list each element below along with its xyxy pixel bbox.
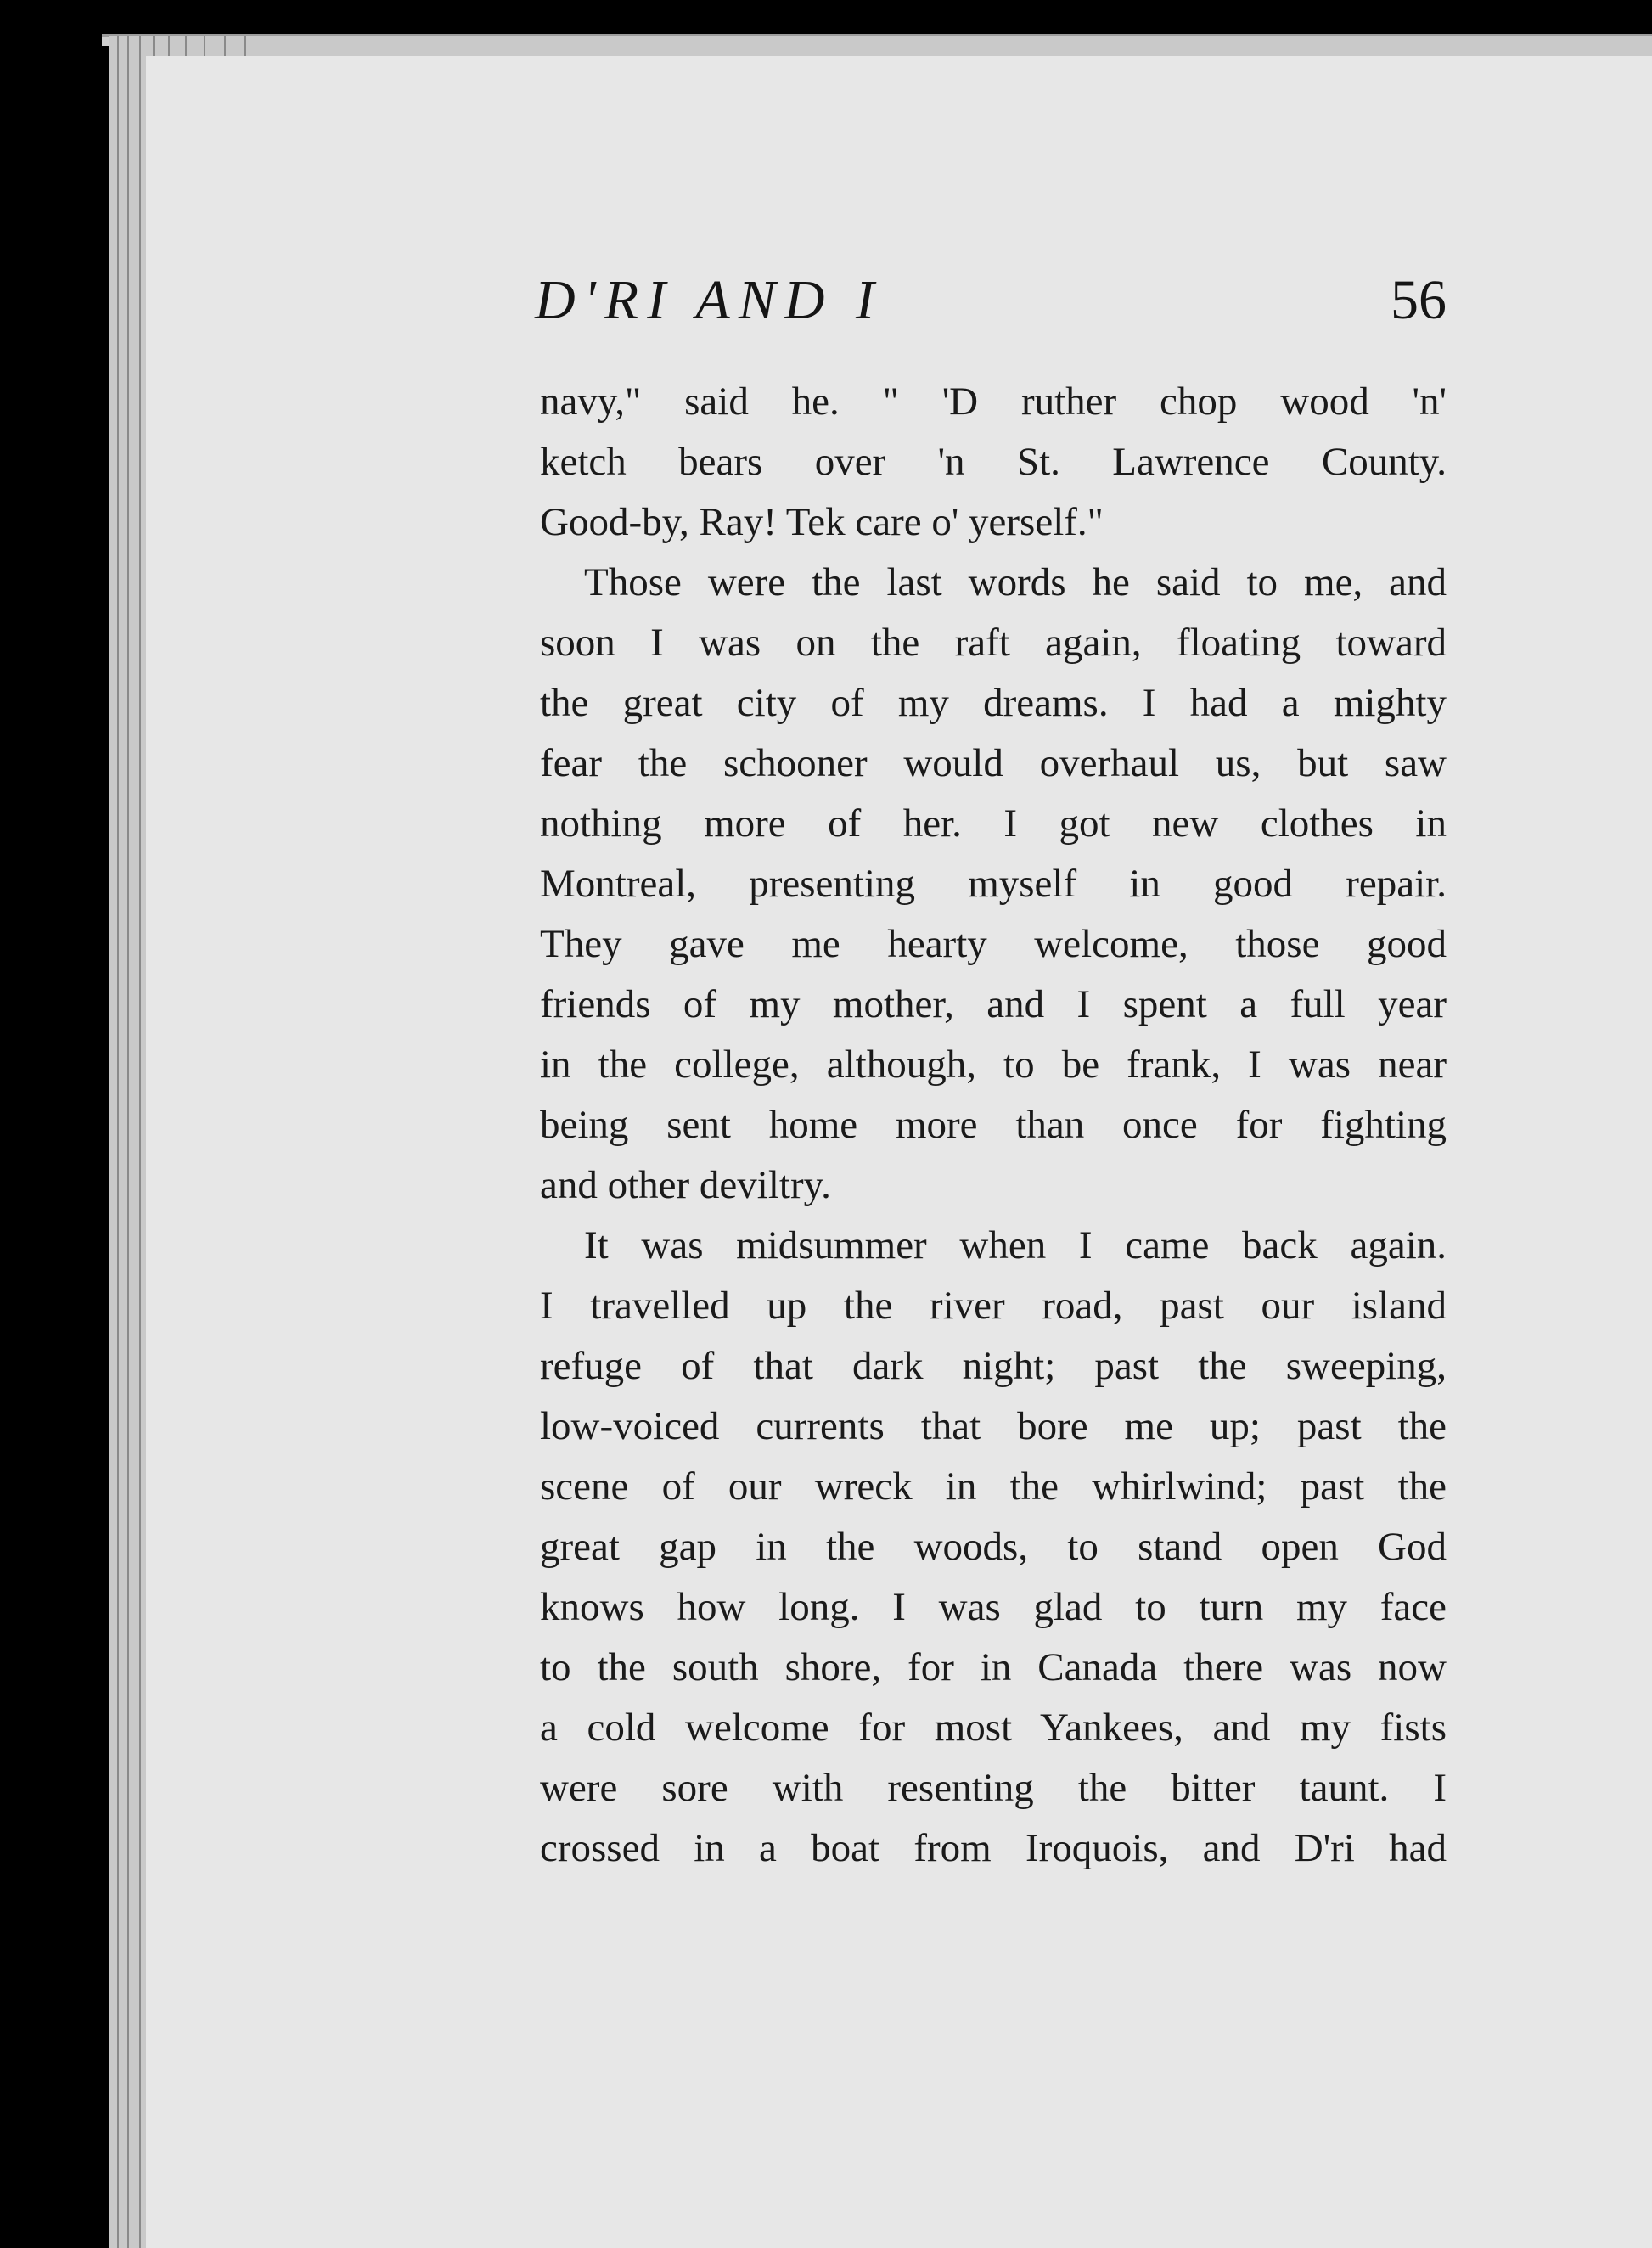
- text-line: nothing more of her. I got new clothes in: [540, 801, 1447, 846]
- text-line: low-voiced currents that bore me up; past the: [540, 1404, 1447, 1448]
- page-edge-line: [117, 36, 119, 2248]
- running-head: [535, 268, 1452, 345]
- text-line: knows how long. I was glad to turn my face: [540, 1585, 1447, 1629]
- text-line: were sore with resenting the bitter taunt. I: [540, 1766, 1447, 1810]
- paragraph: [540, 553, 1447, 1216]
- text-line: crossed in a boat from Iroquois, and D'ri had: [540, 1826, 1447, 1870]
- text-line: soon I was on the raft again, floating toward: [540, 621, 1447, 665]
- text-line: navy," said he. " 'D ruther chop wood 'n': [540, 379, 1447, 424]
- text-line: Montreal, presenting myself in good repair.: [540, 862, 1447, 906]
- text-line: the great city of my dreams. I had a mighty: [540, 681, 1447, 725]
- text-line: in the college, although, to be frank, I was near: [540, 1043, 1447, 1087]
- text-line: to the south shore, for in Canada there was now: [540, 1645, 1447, 1689]
- text-line: Those were the last words he said to me, and: [584, 560, 1447, 604]
- text-line: Good-by, Ray! Tek care o' yerself.": [540, 500, 1104, 544]
- page-edge-line: [139, 36, 141, 2248]
- text-line: great gap in the woods, to stand open God: [540, 1525, 1447, 1569]
- paragraph: [540, 372, 1447, 553]
- text-line: a cold welcome for most Yankees, and my fists: [540, 1706, 1447, 1750]
- text-line: I travelled up the river road, past our island: [540, 1284, 1447, 1328]
- page-edge-line: [127, 36, 129, 2248]
- text-line: ketch bears over 'n St. Lawrence County.: [540, 440, 1447, 484]
- text-line: It was midsummer when I came back again.: [584, 1223, 1447, 1267]
- body-text: [540, 372, 1447, 1879]
- text-line: being sent home more than once for fighting: [540, 1103, 1447, 1147]
- text-line: fear the schooner would overhaul us, but saw: [540, 741, 1447, 785]
- text-line: They gave me hearty welcome, those good: [540, 922, 1447, 966]
- running-title: D'RI AND I: [535, 269, 883, 331]
- page-number: 56: [1391, 269, 1447, 331]
- text-line: and other deviltry.: [540, 1163, 831, 1207]
- text-line: scene of our wreck in the whirlwind; past the: [540, 1464, 1447, 1509]
- text-line: friends of my mother, and I spent a full year: [540, 982, 1447, 1026]
- paragraph: [540, 1216, 1447, 1879]
- text-line: refuge of that dark night; past the sweeping,: [540, 1344, 1447, 1388]
